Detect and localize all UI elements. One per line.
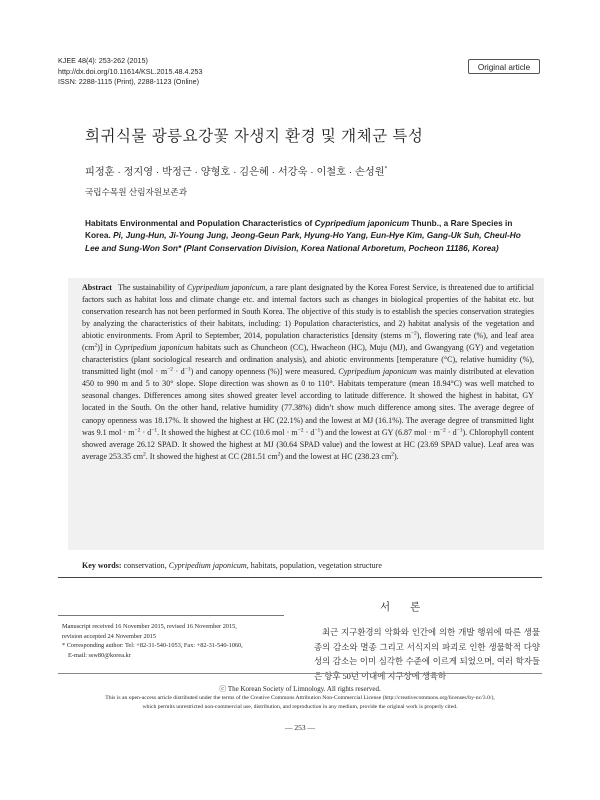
license-line-1: This is an open-access article distributed under the terms of the Creative Commons Attribution Non-Commercial License (http://creativecommons.org/licenses/by-nc/3.0/), bbox=[105, 695, 495, 701]
journal-meta bbox=[58, 56, 203, 88]
issn-line: ISSN: 2288-1115 (Print), 2288-1123 (Online) bbox=[58, 77, 200, 86]
article-type-badge: Original article bbox=[468, 59, 540, 74]
footnote-accepted: revision accepted 24 November 2015 bbox=[62, 632, 157, 640]
license-notice bbox=[40, 694, 560, 711]
abstract-text: ) and the lowest at GY (6.87 mol · m bbox=[320, 427, 440, 437]
superscript: −1 bbox=[456, 426, 463, 433]
abstract-text: ). bbox=[393, 451, 399, 461]
footer-divider bbox=[58, 673, 542, 674]
keywords bbox=[82, 560, 534, 571]
authors-korean bbox=[85, 163, 387, 178]
keywords-text: , habitats, population, vegetation structure bbox=[246, 561, 382, 570]
abstract-text: The sustainability of bbox=[117, 283, 187, 292]
abstract-text: · d bbox=[445, 427, 457, 437]
introduction-paragraph: 최근 지구환경의 악화와 인간에 의한 개발 행위에 따른 생물종의 감소와 멸종 그리고 서식지의 파괴로 인한 생물학적 다양성의 감소는 이미 심각한 수준에 이르게 되었으며, 여러 학자들은 향후 50년 이내에 지구상에 생육하 bbox=[314, 628, 540, 681]
superscript: −2 bbox=[297, 426, 304, 433]
abstract-text: ), flowering rate (%), and leaf area (cm bbox=[82, 331, 535, 353]
authors-english: Pi, Jung-Hun, Ji-Young Jung, Jeong-Geun Park, Hyung-Ho Yang, Eun-Hye Kim, Gang-Uk Suh, Cheul-Ho Lee and Sung-Won Son* (Plant Conservation Division, Korea National Arboretum, Pocheon 11186, Korea) bbox=[85, 230, 521, 253]
affiliation-korean: 국립수목원 산림자원보존과 bbox=[85, 187, 188, 197]
superscript: −2 bbox=[410, 330, 417, 337]
abstract-text: , a rare plant designated by the Korea Forest Service, is threatened due to artificial factors such as habitat loss and climate change etc. and internal factors such as changes in biological properties of the habitat etc. but conservation research has not been performed in South Korea. The objective of this study is to establish the species conservation strategies by analyzing the characteristics of their habitats, including: 1) Population characteristics, and 2) habitat analysis of the vegetation and abiotic environments. From April to September, 2014, population characteristics [density (stems m bbox=[82, 283, 534, 341]
abstract-label: Abstract bbox=[82, 283, 112, 292]
superscript: −1 bbox=[314, 426, 321, 433]
authors-korean-names: 피정훈 · 정지영 · 박정근 · 양형호 · 김은혜 · 서강욱 · 이철호 · 손성원 bbox=[85, 167, 385, 178]
species-name: Cypripedium japonicum bbox=[338, 367, 417, 377]
abstract-text: habitats such as Chuncheon (CC), Hwacheon (HC), Muju (MJ), and Gwangyang (GY) and vegetation characteristics (plant sociological research and ordination analysis), and abiotic environments [temperature (°C), relative humidity (%), transmitted light (mol · m bbox=[82, 343, 534, 377]
species-name: Cypripedium japonicum bbox=[187, 283, 266, 292]
superscript: −2 bbox=[134, 426, 141, 433]
abstract-text: ). Chlorophyll content showed average 26.12 SPAD. It showed the highest at MJ (30.64 SPAD value) and the lowest at HC (23.69 SPAD value). Leaf area was average 253.35 cm bbox=[82, 427, 535, 461]
copyright-notice: ⓒ The Korean Society of Limnology. All rights reserved. bbox=[219, 685, 381, 693]
superscript: 2 bbox=[277, 450, 281, 457]
abstract-text: ) and canopy openness (%)] were measured. bbox=[190, 367, 339, 377]
footnote-divider bbox=[58, 615, 284, 616]
page-number: — 253 — bbox=[285, 723, 315, 732]
abstract-text: . It showed the highest at CC (281.51 cm bbox=[145, 451, 278, 461]
corresponding-mark: * bbox=[384, 165, 388, 173]
species-name: Cypripedium japonicum bbox=[114, 343, 194, 353]
superscript: −2 bbox=[439, 426, 446, 433]
title-english-part1: Habitats Environmental and Population Characteristics of bbox=[85, 218, 315, 228]
section-heading-introduction: 서론 bbox=[380, 601, 441, 613]
abstract-text: was mainly distributed at elevation 450 to 990 m and 5 to 30° slope. Slope direction was shown as 0 to 110°. Habitats temperature (mean 18.94°C) was well matched to seasonal changes. Differences among sites showed greater level according to latitude difference. It showed the highest in habitat, GY located in the South. On the other hand, relative humidity (77.38%) didn’t show much difference among sites. The average degree of canopy openness was 18.17%. It showed the highest at HC (22.1%) and the lowest at MJ (16.1%). The average degree of transmitted light was 9.1 mol · m bbox=[82, 367, 534, 437]
footnote-received: Manuscript received 16 November 2015, revised 16 November 2015, bbox=[62, 623, 237, 630]
license-line-2: which permits unrestricted non-commercial use, distribution, and reproduction in any medium, provide the original work is properly cited. bbox=[142, 703, 458, 710]
abstract-text: · d bbox=[140, 427, 152, 437]
introduction-text bbox=[314, 626, 540, 684]
abstract-text: . It showed the highest at CC (10.6 mol · m bbox=[157, 427, 298, 437]
superscript: −1 bbox=[151, 426, 158, 433]
footnote-email[interactable]: E-mail: ssw80@korea.kr bbox=[68, 651, 131, 659]
footnotes bbox=[62, 622, 288, 660]
superscript: −2 bbox=[167, 366, 173, 373]
title-english-species: Cypripedium japonicum bbox=[314, 218, 410, 228]
doi-link[interactable]: http://dx.doi.org/10.11614/KSL.2015.48.4.253 bbox=[58, 66, 203, 76]
superscript: 2 bbox=[391, 450, 394, 457]
section-divider bbox=[58, 577, 542, 578]
keywords-label: Key words: bbox=[82, 561, 122, 570]
title-korean: 희귀식물 광릉요강꽃 자생지 환경 및 개체군 특성 bbox=[85, 128, 424, 145]
abstract-text: · d bbox=[172, 367, 185, 377]
superscript: 2 bbox=[94, 342, 98, 349]
title-english bbox=[85, 217, 535, 254]
abstract-text: · d bbox=[303, 427, 315, 437]
abstract-text: ) and the lowest at HC (238.23 cm bbox=[280, 451, 392, 461]
journal-citation: KJEE 48(4): 253-262 (2015) bbox=[58, 56, 148, 65]
abstract bbox=[82, 282, 534, 463]
superscript: 2 bbox=[143, 450, 146, 457]
species-name: Cypripedium japonicum bbox=[168, 561, 247, 570]
abstract-text: )] in bbox=[97, 343, 115, 353]
title-english-part2: Thunb., a Rare Species in Korea. bbox=[85, 218, 513, 241]
keywords-text: conservation, bbox=[121, 561, 169, 570]
footnote-corresponding: * Corresponding author: Tel: +82-31-540-1053, Fax: +82-31-540-1060, bbox=[62, 642, 243, 649]
superscript: −1 bbox=[184, 366, 191, 373]
